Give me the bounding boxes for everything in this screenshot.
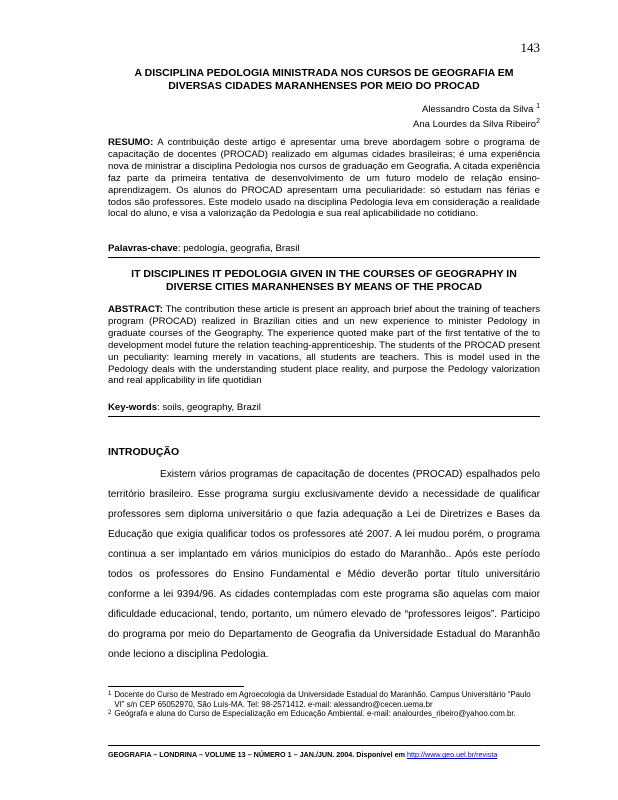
resumo-text: A contribuição deste artigo é apresentar uma breve abordagem sobre o programa de capacitação de docentes (PROCAD) realizado em algumas cidades brasileiras; é uma experiência nova de ministrar a disciplina Pedologia nos cursos de graduação em Geografia. A citada experiência faz parte da primeira tentativa de desenvolvimento de um futuro modelo de relação ensino-aprendizagem. Os alunos do PROCAD apresentam uma peculiaridade: só estudam nas férias e todos são professores. Este modelo usado na disciplina Pedologia leva em consideração a realidade local do aluno, e visa a valorização da Pedologia e sua real aplicabilidade no cotidiano. [108,137,540,220]
paper-title-portuguese: A DISCIPLINA PEDOLOGIA MINISTRADA NOS CURSOS DE GEOGRAFIA EM DIVERSAS CIDADES MARANHENSES POR MEIO DO PROCAD [134,67,514,92]
page-number: 143 [520,40,540,55]
author-name: Ana Lourdes da Silva Ribeiro [413,119,537,131]
palavras-chave-label: Palavras-chave [108,243,178,254]
journal-footer [108,750,540,759]
footnote-2 [108,709,540,719]
footnote-rule [108,686,244,687]
divider [108,257,540,258]
section-heading: INTRODUÇÃO [108,446,180,458]
abstract-label: ABSTRACT: [108,304,163,315]
author-footnote-mark: 2 [536,118,540,126]
abstract-block [108,304,540,387]
author-name: Alessandro Costa da Silva [422,104,534,116]
footnote-text: Geógrafa e aluna do Curso de Especialização em Educação Ambiental. e-mail: analourdes_ribeiro@yahoo.com.br. [114,709,516,719]
palavras-chave [108,243,540,255]
footer-rule [108,745,540,746]
resumo-block [108,137,540,220]
footer-citation: GEOGRAFIA – LONDRINA – VOLUME 13 – NÚMERO 1 – JAN./JUN. 2004. Disponível em [108,750,406,759]
abstract-text: The contribution these article is present an approach brief about the training of teachers program (PROCAD) realized in Brazilian cities and un new experience to minister Pedology in graduate courses of the Geography. The experience quoted make part of the first tentative of the to development model future the relation teaching-apprenticeship. The students of the PROCAD present un peculiarity: learning merely in vacations, all students are teachers. This is model used in the Pedology deals with the understanding student place reality, and purpose the Pedology valorization and real applicability in life quotidian [108,304,540,387]
author-footnote-mark: 1 [536,103,540,110]
footnote-mark: 2 [108,710,112,717]
palavras-chave-text: : pedologia, geografia, Brasil [177,243,300,254]
divider [108,416,540,417]
resumo-label: RESUMO: [108,137,154,148]
intro-paragraph: Existem vários programas de capacitação de docentes (PROCAD) espalhados pelo território brasileiro. Esse programa surgiu exclusivamente devido a necessidade de qualificar professores sem diploma universitário o que fazia adequação a Lei de Diretrizes e Bases da Educação que exigia qualificar todos os professores até 2007. A lei mudou porém, o programa continua a ser implantado em vários municípios do estado do Maranhão.. Após este período todos os professores do Ensino Fundamental e Médio deverão portar título universitário conforme a lei 9394/96. As cidades contempladas com este programa são aquelas com maior dificuldade educacional, tendo, portanto, um número elevado de “professores leigos”. Participo do programa por meio do Departamento de Geografia da Universidade Estadual do Maranhão onde leciono a disciplina Pedologia. [108,469,540,660]
journal-link[interactable]: http://www.geo.uel.br/revista [407,750,498,759]
footnotes [108,690,540,719]
paper-title-english: IT DISCIPLINES IT PEDOLOGIA GIVEN IN THE COURSES OF GEOGRAPHY IN DIVERSE CITIES MARANHENSES BY MEANS OF THE PROCAD [131,268,517,293]
footnote-1 [108,690,540,709]
key-words-text: : soils, geography, Brazil [157,402,261,413]
footnote-text: Docente do Curso de Mestrado em Agroecologia da Universidade Estadual do Maranhão. Campus Universitário “Paulo VI” s/n CEP 65052970, São Luís-MA. Tel: 98-2571412. e-mail: alessandro@cecen.uema.br [114,690,531,709]
intro-body [108,465,540,665]
author-list [108,101,540,131]
key-words [108,402,540,414]
footnote-mark: 1 [108,691,112,697]
key-words-label: Key-words [108,402,158,413]
author-1 [108,101,540,116]
author-2 [108,116,540,131]
